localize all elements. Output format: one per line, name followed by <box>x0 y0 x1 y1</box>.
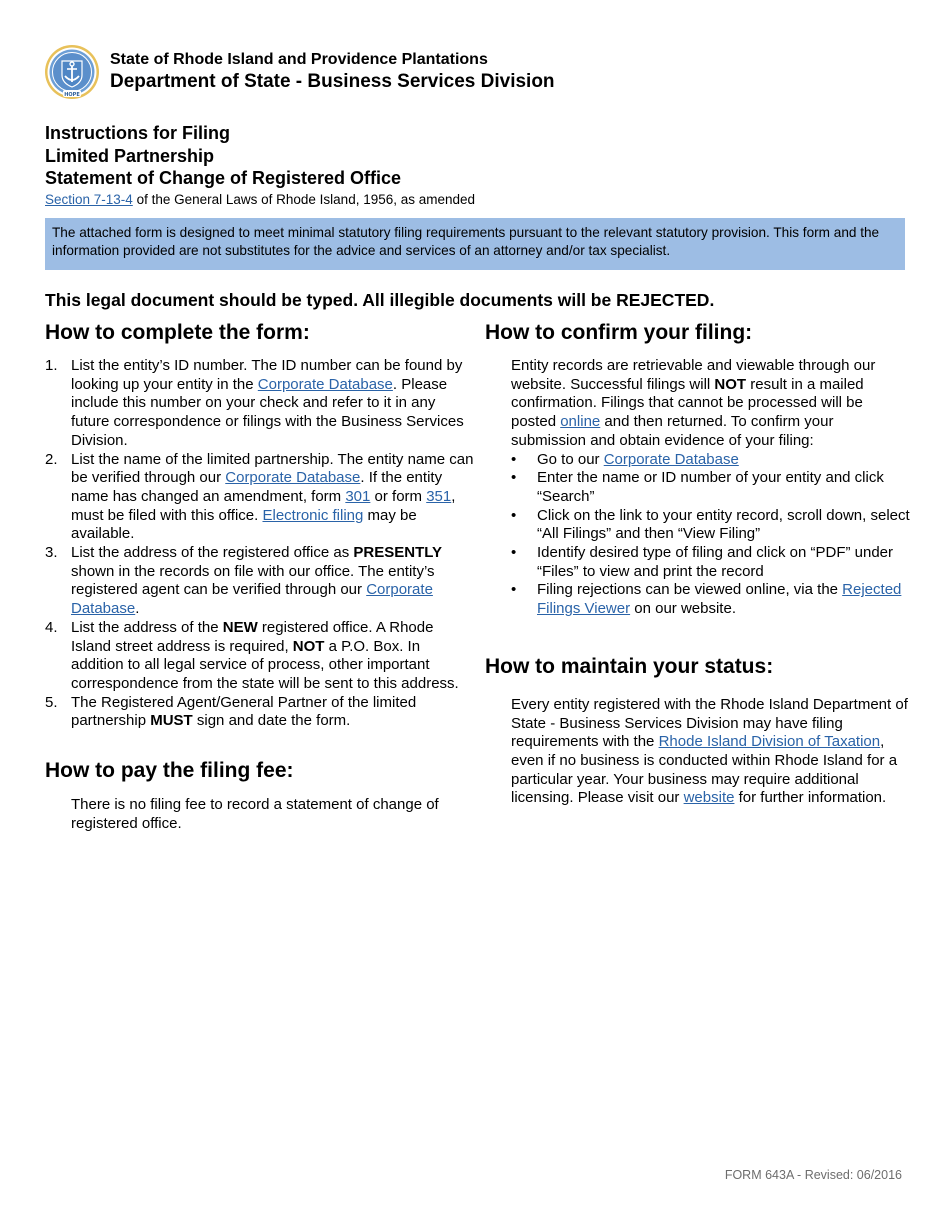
form-301-link[interactable]: 301 <box>345 487 371 505</box>
document-title-block <box>45 122 475 209</box>
corporate-database-link[interactable]: Corporate Database <box>603 450 739 468</box>
seal-motto: HOPE <box>64 91 80 98</box>
confirm-steps <box>485 451 910 619</box>
list-item: • Enter the name or ID number of your entity and click “Search” <box>511 469 884 505</box>
confirm-heading: How to confirm your filing: <box>485 321 753 344</box>
right-column <box>485 320 910 808</box>
fee-text: There is no filing fee to record a statement of change of registered office. <box>71 796 439 832</box>
corporate-database-link[interactable]: Corporate Database <box>257 375 393 393</box>
page-header <box>44 44 555 100</box>
corporate-database-link[interactable]: Corporate Database <box>225 469 361 487</box>
form-revision-footer: FORM 643A - Revised: 06/2016 <box>724 1168 902 1182</box>
step-item: 1. List the entity’s ID number. The ID number can be found by looking up your entity in the Corporate Database. Please include this number on your check and refer to it in any future correspondence or filings with the Business Services Division. <box>45 357 464 449</box>
complete-heading: How to complete the form: <box>45 321 310 344</box>
form-351-link[interactable]: 351 <box>426 487 452 505</box>
maintain-text: Every entity registered with the Rhode Island Department of State - Business Services Division may have filing requirements with the Rhode Island Division of Taxation, even if no business is conducted within Rhode Island for a particular year. Your business may require additional licensing. Please visit our website for further information. <box>511 695 908 807</box>
corporate-database-link[interactable]: Corporate Database <box>71 581 433 618</box>
header-department-name: Department of State - Business Services Division <box>110 71 555 92</box>
step-item: 4. List the address of the NEW registered office. A Rhode Island street address is required, NOT a P.O. Box. In addition to all legal service of process, other important correspondence from the state will be sent to this address. <box>45 618 459 692</box>
step-item: 2. List the name of the limited partnership. The entity name can be verified through our Corporate Database. If the entity name has changed an amendment, form 301 or form 351, must be filed with this office. Electronic filing may be available. <box>45 450 474 543</box>
division-of-taxation-link[interactable]: Rhode Island Division of Taxation <box>658 733 881 751</box>
header-state-name: State of Rhode Island and Providence Plantations <box>110 51 488 68</box>
list-item: • Go to our Corporate Database <box>511 450 739 468</box>
statute-citation: Section 7-13-4 of the General Laws of Rhode Island, 1956, as amended <box>45 191 476 207</box>
list-item: • Filing rejections can be viewed online, via the Rejected Filings Viewer on our website. <box>511 581 902 618</box>
maintain-heading: How to maintain your status: <box>485 654 774 678</box>
rejected-filings-viewer-link[interactable]: Rejected Filings Viewer <box>537 581 902 618</box>
section-link[interactable]: Section 7-13-4 <box>45 191 133 207</box>
title-line-1: Instructions for Filing <box>45 123 230 143</box>
online-link[interactable]: online <box>560 413 601 431</box>
electronic-filing-link[interactable]: Electronic filing <box>262 506 364 524</box>
instruction-steps <box>45 357 475 731</box>
confirm-intro: Entity records are retrievable and viewable through our website. Successful filings will NOT result in a mailed confirmation. Filings that cannot be processed will be posted online and then returned. To confirm your submission and obtain evidence of your filing: <box>511 357 876 449</box>
step-item: 3. List the address of the registered office as PRESENTLY shown in the records on file with our office. The entity’s registered agent can be verified through our Corporate Database. <box>45 544 443 618</box>
typed-warning: This legal document should be typed. All illegible documents will be REJECTED. <box>45 290 715 310</box>
step-item: 5. The Registered Agent/General Partner of the limited partnership MUST sign and date the form. <box>45 693 417 730</box>
title-line-3: Statement of Change of Registered Office <box>45 168 402 188</box>
list-item: • Click on the link to your entity record, scroll down, select “All Filings” and then “View Filing” <box>511 506 910 543</box>
state-seal-logo <box>44 44 100 100</box>
title-line-2: Limited Partnership <box>45 145 215 166</box>
left-column <box>45 320 475 833</box>
list-item: • Identify desired type of filing and click on “PDF” under “Files” to view and print the record <box>511 544 894 580</box>
website-link[interactable]: website <box>683 789 735 807</box>
disclaimer-notice: The attached form is designed to meet minimal statutory filing requirements pursuant to the relevant statutory provision. This form and the information provided are not substitutes for the advice and services of an attorney and/or tax specialist. <box>45 218 905 270</box>
fee-heading: How to pay the filing fee: <box>45 759 294 783</box>
